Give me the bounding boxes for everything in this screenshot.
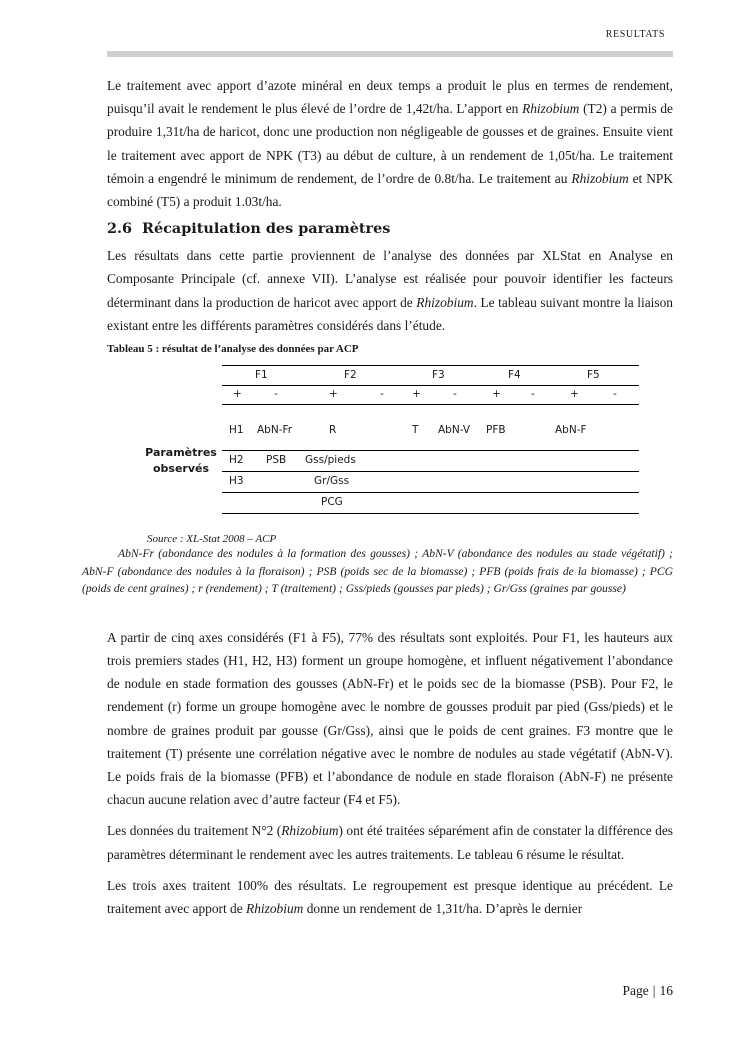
- text-run: . Le tableau suivant montre la liaison existant entre les différents paramètres considérés dans l’étude.: [107, 294, 673, 333]
- acp-table: [107, 365, 673, 531]
- paragraph-acp-interpretation: A partir de cinq axes considérés (F1 à F5), 77% des résultats sont exploités. Pour F1, les hauteurs aux trois premiers stades (H1, H2, H3) forment un groupe homogène, et influent négativement l’abondance de nodule en stade formation des gousses (AbN-Fr) et le poids sec de la biomasse (PSB). Pour F2, le rendement (r) forme un groupe homogène avec le nombre de gousses produit par pied (Gss/pieds) et le nombre de graines produit par gousse (Gr/Gss), ainsi que le poids de cent graines. F3 montre que le traitement (T) présente une corrélation négative avec le nombre de nodules au stade végétatif (AbN-V). Le poids frais de la biomasse (PFB) et l’abondance de nodule en stade floraison (AbN-F) ne présente chacun aucune relation avec d’autre facteur (F4 et F5).: [107, 629, 673, 808]
- text-run: Le traitement avec apport d’azote minéral en deux temps a produit le plus en termes de rendement, puisqu’il avait le rendement le plus élevé de l’ordre de 1,42t/ha. L’apport en: [107, 78, 673, 117]
- sign-f4-minus: -: [531, 388, 535, 401]
- italic-term: Rhizobium: [416, 294, 474, 310]
- sign-f3-minus: -: [453, 388, 457, 401]
- table-cell: T: [412, 424, 419, 437]
- table-rule: [222, 365, 639, 366]
- italic-term: Rhizobium: [246, 901, 304, 917]
- running-header: RESULTATS: [605, 29, 665, 40]
- table-cell: Gr/Gss: [314, 475, 350, 488]
- table-rule: [222, 513, 639, 514]
- sign-f2-plus: +: [329, 388, 338, 401]
- sign-f5-plus: +: [570, 388, 579, 401]
- page-number: 16: [659, 983, 673, 998]
- factor-header-f5: F5: [587, 369, 600, 382]
- table-cell: AbN-Fr: [257, 424, 293, 437]
- sign-f4-plus: +: [492, 388, 501, 401]
- table-cell: R: [329, 424, 337, 437]
- table-cell: H1: [229, 424, 244, 437]
- table-cell: PCG: [321, 496, 343, 509]
- paragraph-intro-acp: [107, 244, 673, 337]
- table-cell: PSB: [266, 454, 287, 467]
- section-title: Récapitulation des paramètres: [142, 220, 391, 238]
- factor-header-f1: F1: [255, 369, 268, 382]
- table-cell: AbN-V: [438, 424, 471, 437]
- section-heading: [107, 218, 673, 240]
- text-run: et NPK combiné (T5) a produit 1.03t/ha.: [107, 170, 673, 210]
- table-source: Source : XL-Stat 2008 – ACP: [147, 533, 277, 546]
- page-label: Page: [622, 983, 649, 998]
- table-rule: [222, 450, 639, 451]
- italic-term: Rhizobium: [571, 170, 629, 186]
- table-cell: H2: [229, 454, 244, 467]
- text-run: Les données du traitement N°2 (: [107, 823, 282, 839]
- page-separator: |: [652, 983, 656, 998]
- table-cell: PFB: [486, 424, 506, 437]
- text-run: Les résultats dans cette partie proviennent de l’analyse des données par XLStat en Analyse en Composante Principale (cf. annexe VII). L’analyse est réalisée pour pouvoir identifier les facteurs déterminant dans la production de haricot avec apport de: [107, 248, 673, 310]
- table-cell: H3: [229, 475, 244, 488]
- page-content: [82, 74, 674, 920]
- paragraph-treatment-2: [107, 819, 673, 865]
- text-run: (T2) a permis de produire 1,31t/ha de haricot, donc une production non négligeable de gousses et de graines. Ensuite vient le traitement avec apport de NPK (T3) au début de culture, à un rendement de 1,05t/ha. Le traitement témoin a engendré le minimum de rendement, de l’ordre de 0.8t/ha. Le traitement au: [107, 101, 674, 186]
- italic-term: Rhizobium: [522, 101, 580, 117]
- italic-term: Rhizobium: [281, 823, 339, 839]
- table-caption: Tableau 5 : résultat de l’analyse des données par ACP: [107, 343, 359, 356]
- text-run: ) ont été traitées séparément afin de constater la différence des paramètres déterminant le rendement avec les autres traitements. Le tableau 6 résume le résultat.: [107, 823, 673, 862]
- table-rule: [222, 404, 639, 405]
- table-legend: AbN-Fr (abondance des nodules à la formation des gousses) ; AbN-V (abondance des nodules au stade végétatif) ; AbN-F (abondance des nodules à la floraison) ; PSB (poids sec de la biomasse) ; PFB (poids frais de la biomasse) ; PCG (poids de cent graines) ; r (rendement) ; T (traitement) ; Gss/pieds (gousses par pieds) ; Gr/Gss (graines par gousse): [82, 547, 673, 596]
- factor-header-f3: F3: [432, 369, 445, 382]
- sign-f1-minus: -: [274, 388, 278, 401]
- table-cell: Gss/pieds: [305, 454, 356, 467]
- factor-header-f4: F4: [508, 369, 521, 382]
- section-number: 2.6: [107, 220, 133, 238]
- page-footer: [623, 983, 673, 999]
- header-rule: [107, 51, 673, 57]
- table-rule: [222, 385, 639, 386]
- table-rule: [222, 492, 639, 493]
- sign-f1-plus: +: [233, 388, 242, 401]
- paragraph-three-axes: [107, 874, 673, 920]
- factor-header-f2: F2: [344, 369, 357, 382]
- table-rule: [222, 471, 639, 472]
- sign-f3-plus: +: [412, 388, 421, 401]
- sign-f2-minus: -: [380, 388, 384, 401]
- row-label: Paramètres observés: [145, 446, 217, 476]
- table-cell: AbN-F: [555, 424, 587, 437]
- paragraph-yield-results: [107, 74, 673, 213]
- text-run: donne un rendement de 1,31t/ha. D’après le dernier: [303, 901, 583, 917]
- text-run: Les trois axes traitent 100% des résultats. Le regroupement est presque identique au précédent. Le traitement avec apport de: [107, 877, 673, 917]
- sign-f5-minus: -: [613, 388, 617, 401]
